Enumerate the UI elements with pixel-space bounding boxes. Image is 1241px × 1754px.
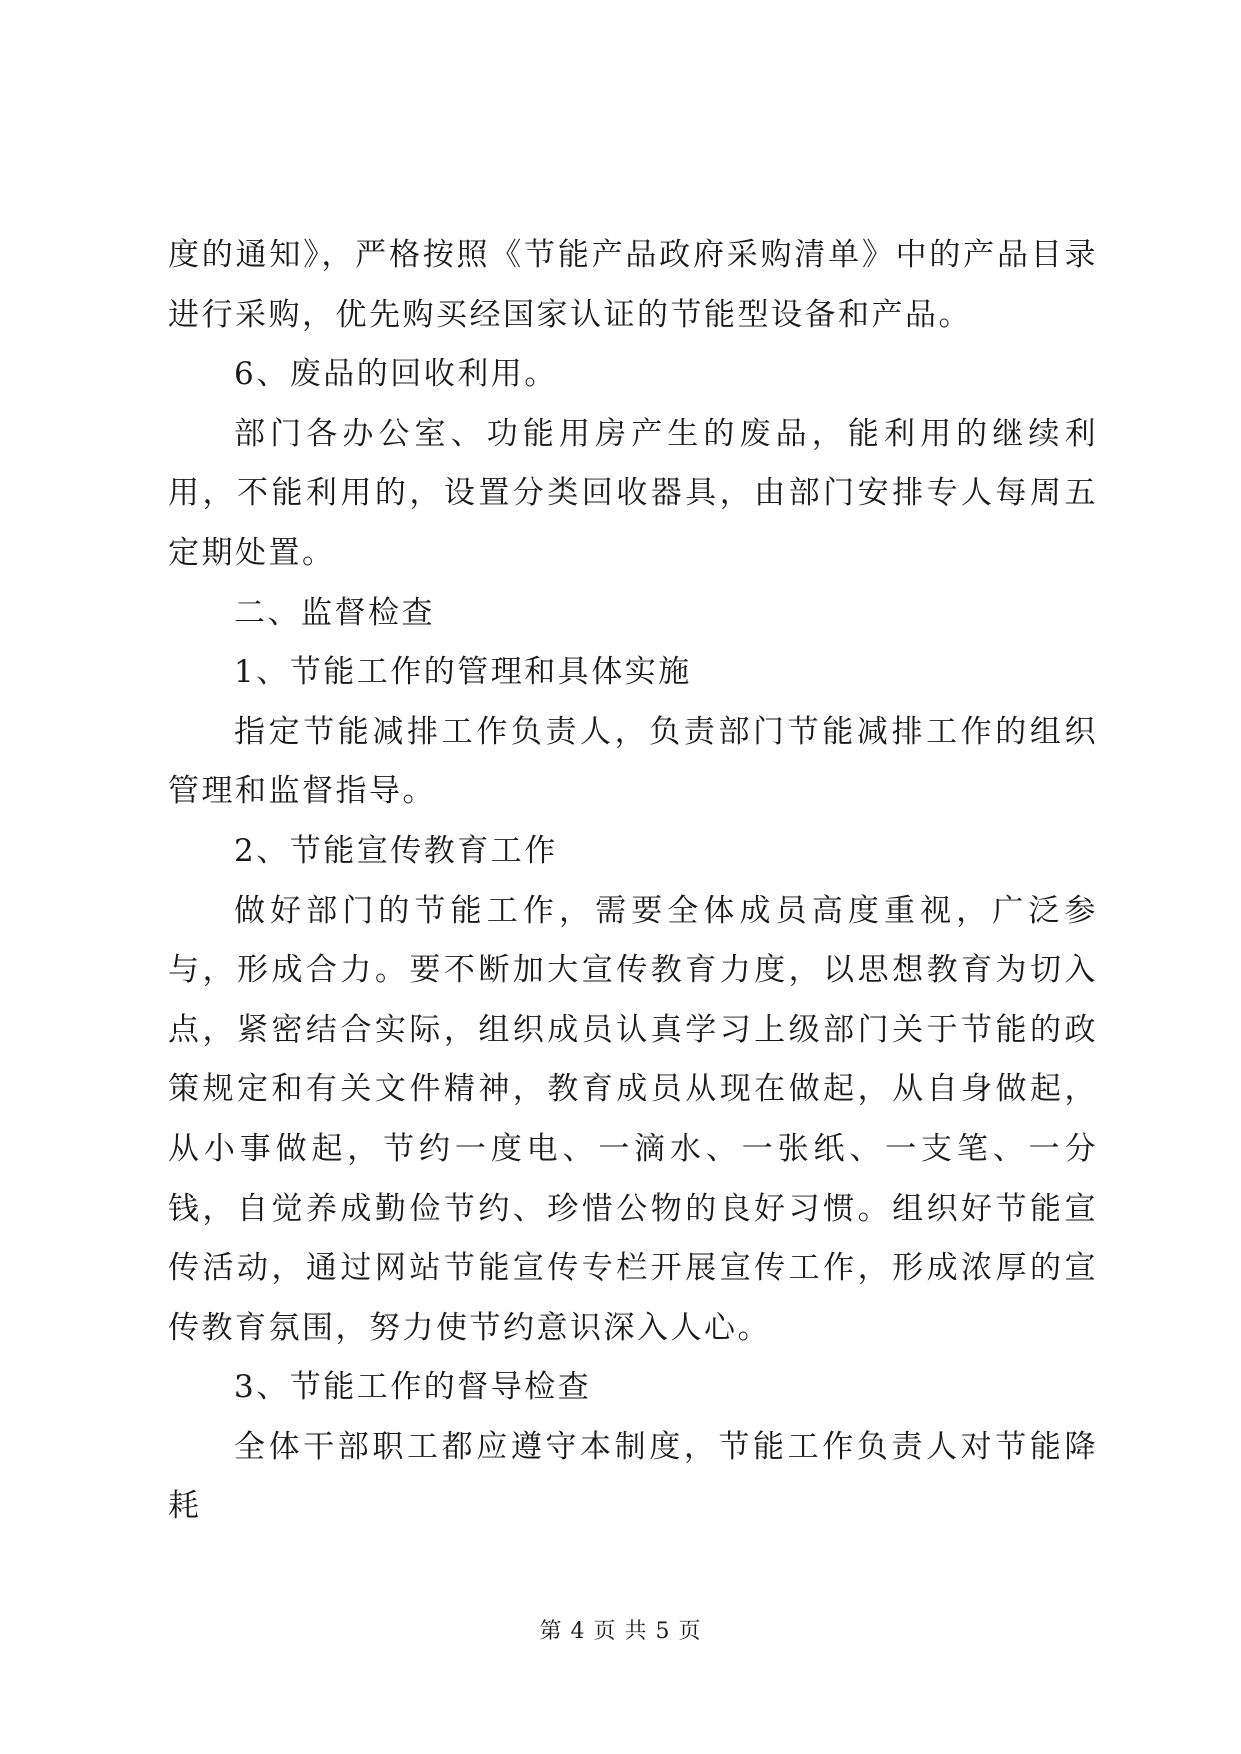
paragraph-waste-recycling: 部门各办公室、功能用房产生的废品，能利用的继续利用，不能利用的，设置分类回收器具，由部门安排专人每周五定期处置。 [168, 415, 1098, 571]
document-body [168, 226, 1098, 1537]
item-1-heading: 1、节能工作的管理和具体实施 [234, 654, 692, 691]
paragraph-education: 做好部门的节能工作，需要全体成员高度重视，广泛参与，形成合力。要不断加大宣传教育力度，以思想教育为切入点，紧密结合实际，组织成员认真学习上级部门关于节能的政策规定和有关文件精神，教育成员从现在做起，从自身做起，从小事做起，节约一度电、一滴水、一张纸、一支笔、一分钱，自觉养成勤俭节约、珍惜公物的良好习惯。组织好节能宣传活动，通过网站节能宣传专栏开展宣传工作，形成浓厚的宣传教育氛围，努力使节约意识深入人心。 [168, 892, 1098, 1346]
page-footer: 第 4 页 共 5 页 [539, 1619, 702, 1644]
item-3-heading: 3、节能工作的督导检查 [234, 1369, 592, 1406]
item-6-heading: 6、废品的回收利用。 [234, 356, 558, 393]
section-2-heading: 二、监督检查 [234, 594, 435, 631]
paragraph-management: 指定节能减排工作负责人，负责部门节能减排工作的组织管理和监督指导。 [168, 713, 1098, 810]
paragraph-supervision: 全体干部职工都应遵守本制度，节能工作负责人对节能降耗 [168, 1428, 1098, 1525]
paragraph-continuation: 度的通知》，严格按照《节能产品政府采购清单》中的产品目录进行采购，优先购买经国家认证的节能型设备和产品。 [168, 237, 1098, 333]
item-2-heading: 2、节能宣传教育工作 [234, 832, 558, 869]
